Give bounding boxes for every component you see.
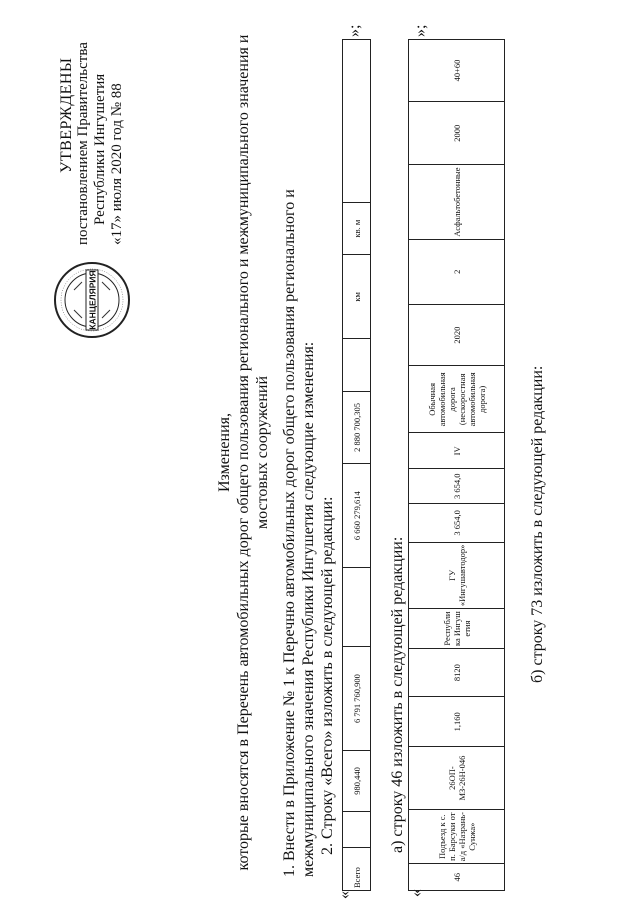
row46-cell-15: 40+60 — [409, 40, 505, 102]
open-quote-1: « — [336, 891, 353, 899]
title-line-3: мостовых сооружений — [254, 375, 271, 530]
total-cell-2: 980,440 — [343, 751, 371, 812]
office-stamp — [52, 260, 132, 340]
approval-line-1: постановлением Правительства — [75, 42, 91, 245]
total-table — [342, 39, 371, 891]
row46-cell-2: 26ОП-МЗ-26Н-046 — [409, 747, 505, 810]
row46-cell-11: 2020 — [409, 304, 505, 366]
row46-cell-6: ГУ «Ингушавтодор» — [409, 542, 505, 608]
total-cell-4 — [343, 568, 371, 647]
open-quote-2: « — [408, 889, 425, 897]
total-cell-6: 2 880 700,305 — [343, 391, 371, 463]
row46-cell-13: Асфальтобетонные — [409, 165, 505, 239]
row46 — [409, 40, 505, 891]
approval-line-3: «17» июля 2020 год № 88 — [109, 83, 125, 245]
approval-heading: УТВЕРЖДЕНЫ — [58, 57, 75, 173]
stamp-text: КАНЦЕЛЯРИЯ — [87, 270, 98, 330]
close-quote-1: »; — [346, 24, 363, 37]
row46-cell-12: 2 — [409, 239, 505, 304]
paragraph-a: а) строку 46 изложить в следующей редакции: — [389, 536, 406, 853]
total-row — [343, 40, 371, 891]
row46-cell-0: 46 — [409, 864, 505, 891]
row46-cell-10: Обычная автомобильная дорога (нескоростная автомобильная дорога) — [409, 366, 505, 433]
close-quote-2: »; — [412, 24, 429, 37]
paragraph-2: 2. Строку «Всего» изложить в следующей редакции: — [319, 496, 336, 855]
row46-cell-9: IV — [409, 433, 505, 469]
row46-cell-4: 8120 — [409, 649, 505, 697]
row46-table — [408, 39, 505, 891]
total-cell-1 — [343, 811, 371, 848]
row46-cell-1: Подъезд к с. п. Барсуки от а/д «Назрань-Сунжа» — [409, 809, 505, 864]
approval-line-2: Республики Ингушетия — [92, 73, 108, 225]
paragraph-b: б) строку 73 изложить в следующей редакции: — [529, 365, 546, 683]
total-cell-10 — [343, 40, 371, 203]
row46-cell-3: 1,160 — [409, 697, 505, 747]
row46-cell-5: Республика Ингушетия — [409, 609, 505, 649]
title-line-1: Изменения, — [216, 412, 233, 493]
row46-cell-8: 3 654,0 — [409, 469, 505, 504]
paragraph-1a: 1. Внести в Приложение № 1 к Перечню автомобильных дорог общего пользования регионального и — [281, 189, 298, 877]
total-cell-8: км — [343, 255, 371, 339]
row46-cell-14: 2000 — [409, 101, 505, 165]
total-cell-5: 6 660 279,614 — [343, 464, 371, 568]
total-cell-3: 6 791 760,900 — [343, 647, 371, 751]
total-cell-label: Всего — [343, 848, 371, 891]
total-cell-9: кв. м — [343, 202, 371, 254]
title-line-2: которые вносятся в Перечень автомобильных дорог общего пользования регионального и межмуниципального значения и — [235, 34, 252, 871]
row46-cell-7: 3 654,0 — [409, 504, 505, 543]
total-cell-7 — [343, 339, 371, 391]
paragraph-1b: межмуниципального значения Республики Ингушетия следующие изменения: — [300, 341, 317, 877]
approval-block — [58, 15, 126, 245]
